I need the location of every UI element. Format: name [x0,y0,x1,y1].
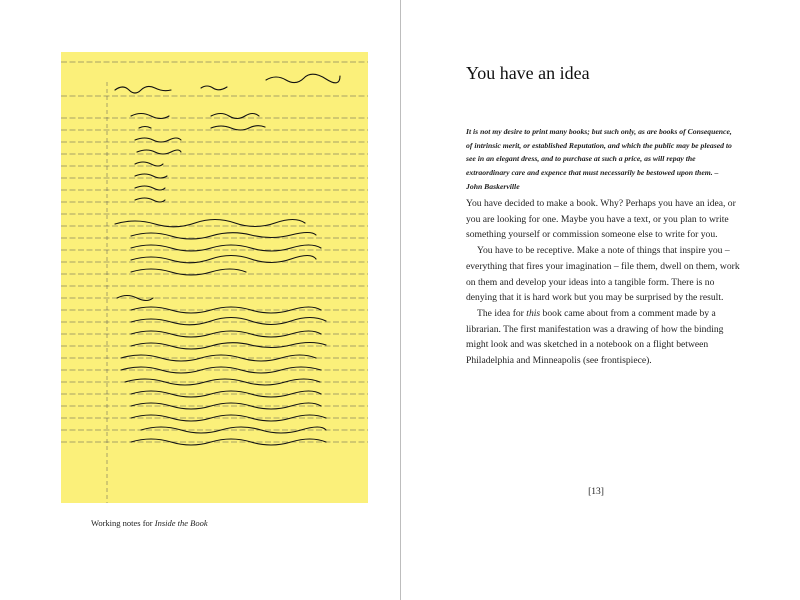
epigraph-quote: It is not my desire to print many books; but such only, as are books of Consequence, of intrinsic merit, or established Reputation, and which the public may be pleased to see in an elegant dress, and to purchase at such a price, as will repay the extraordinary care and expence that must necessarily be bestowed upon them. – John Baskerville [466,127,732,191]
body-text [466,196,740,369]
paragraph-3-end: book came about from a comment made by a librarian. The first manifestation was a drawing of how the binding might look and was sketched in a notebook on a flight between Philadelphia and Minneapolis (see frontispiece). [466,307,724,367]
paragraph-3 [466,306,740,369]
paragraph-2: You have to be receptive. Make a note of things that inspire you – everything that fires your imagination – file them, dwell on them, work on them and develop your ideas into a tangible form. There is no denying that it is hard work but you may be surprised by the result. [466,245,740,304]
legal-pad-figure [61,52,368,503]
handwritten-notes-icon [61,52,368,503]
caption-prefix: Working notes for [91,518,153,528]
figure-caption [91,518,208,528]
paragraph-3-start: The idea for [477,307,527,319]
page-number: [13] [588,487,604,497]
caption-title: Inside the Book [154,518,208,528]
right-page [401,0,800,600]
paragraph-1: You have decided to make a book. Why? Perhaps you have an idea, or you are looking for one. Maybe you have a text, or you plan to write something yourself or commission someone else to write for you. [466,198,736,241]
paragraph-3-emphasis: this [526,307,541,319]
chapter-title: You have an idea [466,63,590,83]
